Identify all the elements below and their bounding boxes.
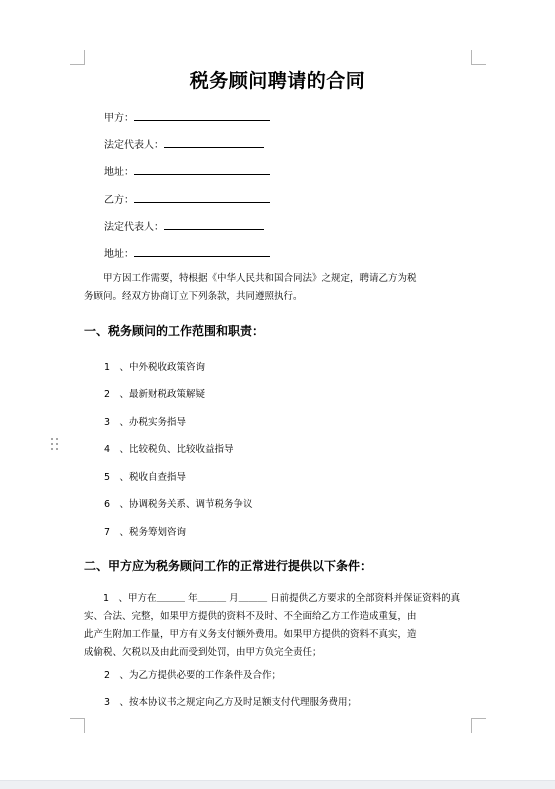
list-item: 3 、按本协议书之规定向乙方及时足额支付代理服务费用； bbox=[104, 697, 358, 708]
party-a-address-field bbox=[104, 165, 270, 179]
document-title: 税务顾问聘请的合同 bbox=[189, 70, 366, 92]
crop-mark-top-left bbox=[70, 50, 85, 65]
section-heading: 一、税务顾问的工作范围和职责： bbox=[84, 324, 265, 338]
field-label: 地址： bbox=[104, 167, 134, 178]
list-item: 1 、中外税收政策咨询 bbox=[104, 362, 206, 373]
list-item: 6 、协调税务关系、调节税务争议 bbox=[104, 499, 253, 510]
list-item: 7 、税务筹划咨询 bbox=[104, 527, 187, 538]
list-item: 4 、比较税负、比较收益指导 bbox=[104, 444, 234, 455]
party-b-address-field bbox=[104, 247, 270, 261]
field-label: 法定代表人： bbox=[104, 140, 164, 151]
party-a-field bbox=[104, 111, 270, 125]
list-item: 5 、税收自查指导 bbox=[104, 472, 187, 483]
paragraph-line: 实、合法、完整，如果甲方提供的资料不及时、不全面给乙方工作造成重复，由 bbox=[84, 611, 417, 622]
section-heading: 二、甲方应为税务顾问工作的正常进行提供以下条件： bbox=[84, 559, 373, 573]
intro-line: 甲方因工作需要，特根据《中华人民共和国合同法》之规定，聘请乙方为税 bbox=[103, 273, 417, 284]
paragraph-line: 此产生附加工作量，甲方有义务支付额外费用。如果甲方提供的资料不真实，造 bbox=[84, 629, 417, 640]
party-a-legal-rep-field bbox=[104, 138, 264, 152]
fill-blank bbox=[134, 165, 270, 175]
list-item: 2 、最新财税政策解疑 bbox=[104, 389, 206, 400]
crop-mark-top-right bbox=[471, 50, 486, 65]
paragraph-line: 1 、甲方在＿＿＿ 年＿＿＿ 月＿＿＿ 日前提供乙方要求的全部资料并保证资料的真 bbox=[103, 593, 461, 604]
field-label: 甲方： bbox=[104, 113, 134, 124]
list-item: 2 、为乙方提供必要的工作条件及合作； bbox=[104, 670, 282, 681]
fill-blank bbox=[164, 220, 264, 230]
fill-blank bbox=[164, 138, 264, 148]
intro-line: 务顾问。经双方协商订立下列条款，共同遵照执行。 bbox=[84, 291, 303, 302]
field-label: 法定代表人： bbox=[104, 222, 164, 233]
fill-blank bbox=[134, 247, 270, 257]
party-b-legal-rep-field bbox=[104, 220, 264, 234]
drag-handle-icon[interactable] bbox=[51, 438, 61, 454]
intro-paragraph bbox=[84, 270, 472, 306]
list-item: 3 、办税实务指导 bbox=[104, 417, 187, 428]
fill-blank bbox=[134, 111, 270, 121]
crop-mark-bottom-left bbox=[70, 718, 85, 733]
crop-mark-bottom-right bbox=[471, 718, 486, 733]
field-label: 地址： bbox=[104, 249, 134, 260]
party-b-field bbox=[104, 193, 270, 207]
field-label: 乙方： bbox=[104, 195, 134, 206]
fill-blank bbox=[134, 193, 270, 203]
paragraph-line: 成偷税、欠税以及由此而受到处罚，由甲方负完全责任； bbox=[84, 647, 322, 658]
condition-paragraph bbox=[84, 590, 472, 662]
